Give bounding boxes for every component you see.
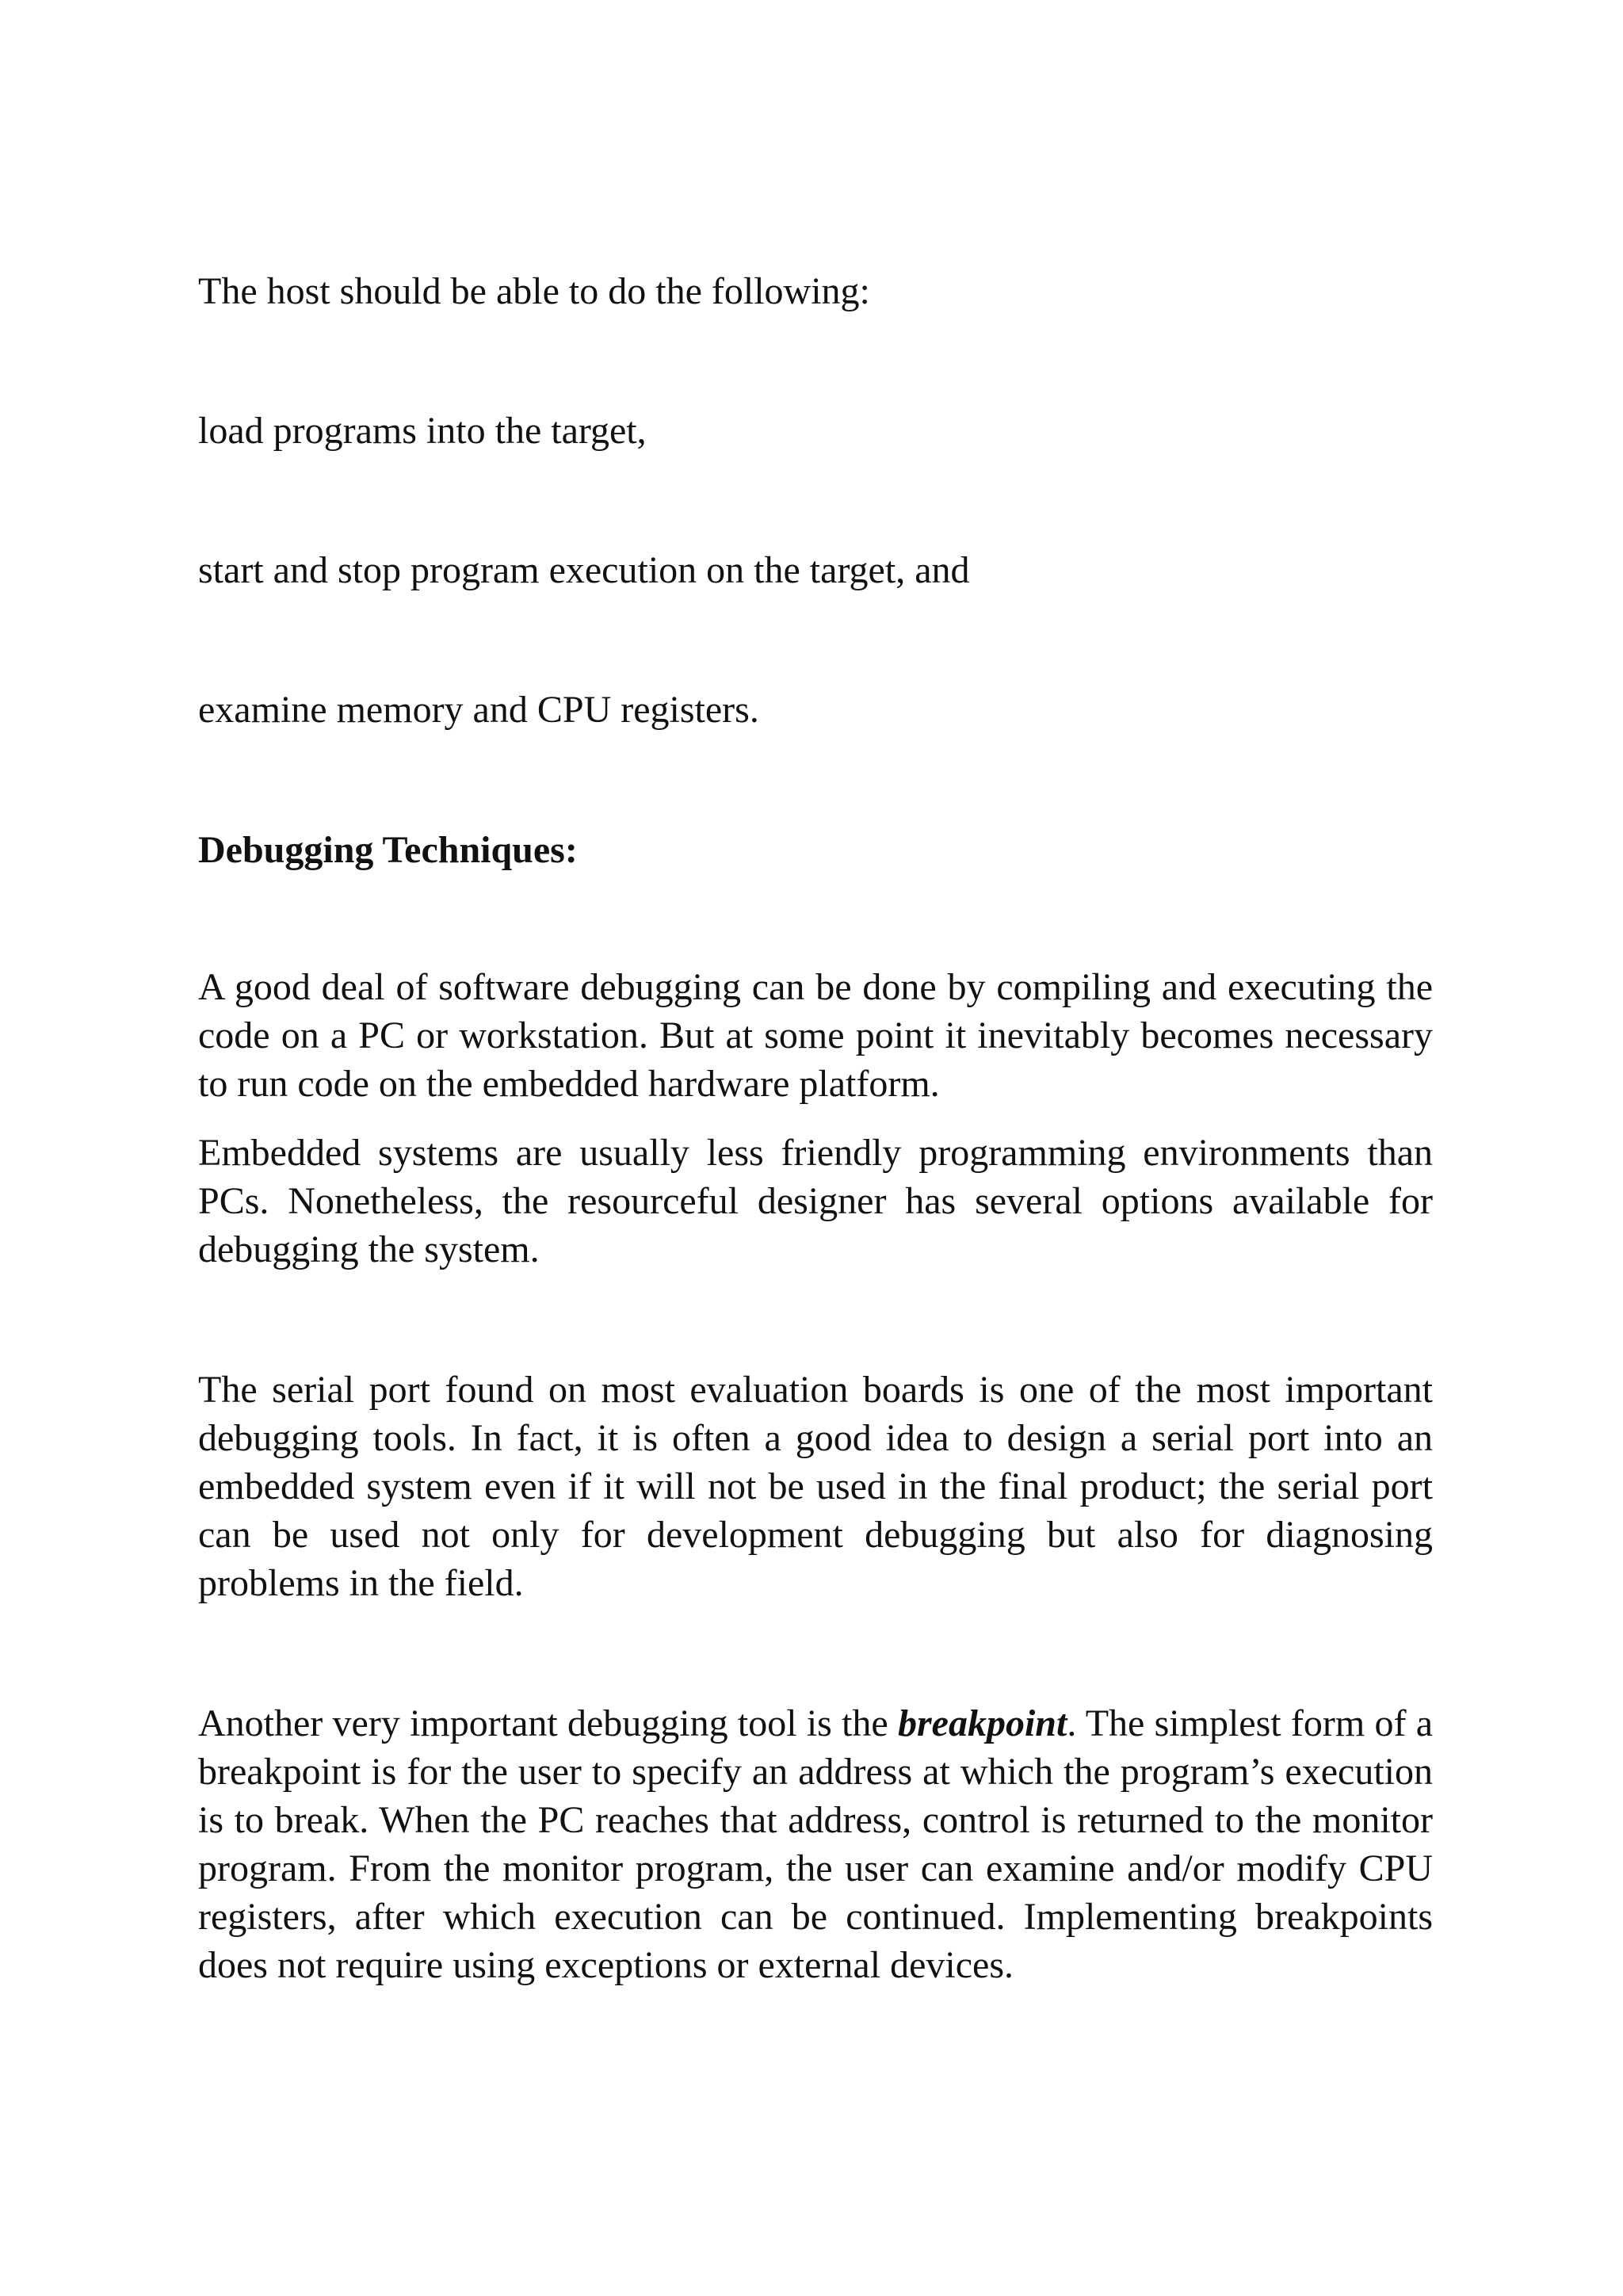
intro-lead: The host should be able to do the following: [198, 270, 870, 312]
list-item: load programs into the target, [198, 410, 647, 452]
list-item: start and stop program execution on the target, and [198, 549, 970, 591]
breakpoint-term: breakpoint [897, 1702, 1067, 1744]
paragraph-4-text-before: Another very important debugging tool is the [198, 1702, 898, 1744]
paragraph-4 [198, 1699, 1433, 1989]
paragraph-3: The serial port found on most evaluation boards is one of the most important debugging tools. In fact, it is often a good idea to design a serial port into an embedded system even if it will not be used in the final product; the serial port can be used not only for development debugging but also for diagnosing problems in the field. [198, 1369, 1433, 1604]
section-heading: Debugging Techniques: [198, 829, 578, 871]
paragraph-1: A good deal of software debugging can be done by compiling and executing the code on a PC or workstation. But at some point it inevitably becomes necessary to run code on the embedded hardware platform. [198, 966, 1433, 1105]
paragraph-2: Embedded systems are usually less friendly programming environments than PCs. Nonetheless, the resourceful designer has several options available for debugging the system. [198, 1132, 1433, 1270]
list-item: examine memory and CPU registers. [198, 689, 759, 731]
paragraph-4-text-after: . The simplest form of a breakpoint is for the user to specify an address at which the program’s execution is to break. When the PC reaches that address, control is returned to the monitor program. From the monitor program, the user can examine and/or modify CPU registers, after which execution can be continued. Implementing breakpoints does not require using exceptions or external devices. [198, 1702, 1433, 1986]
